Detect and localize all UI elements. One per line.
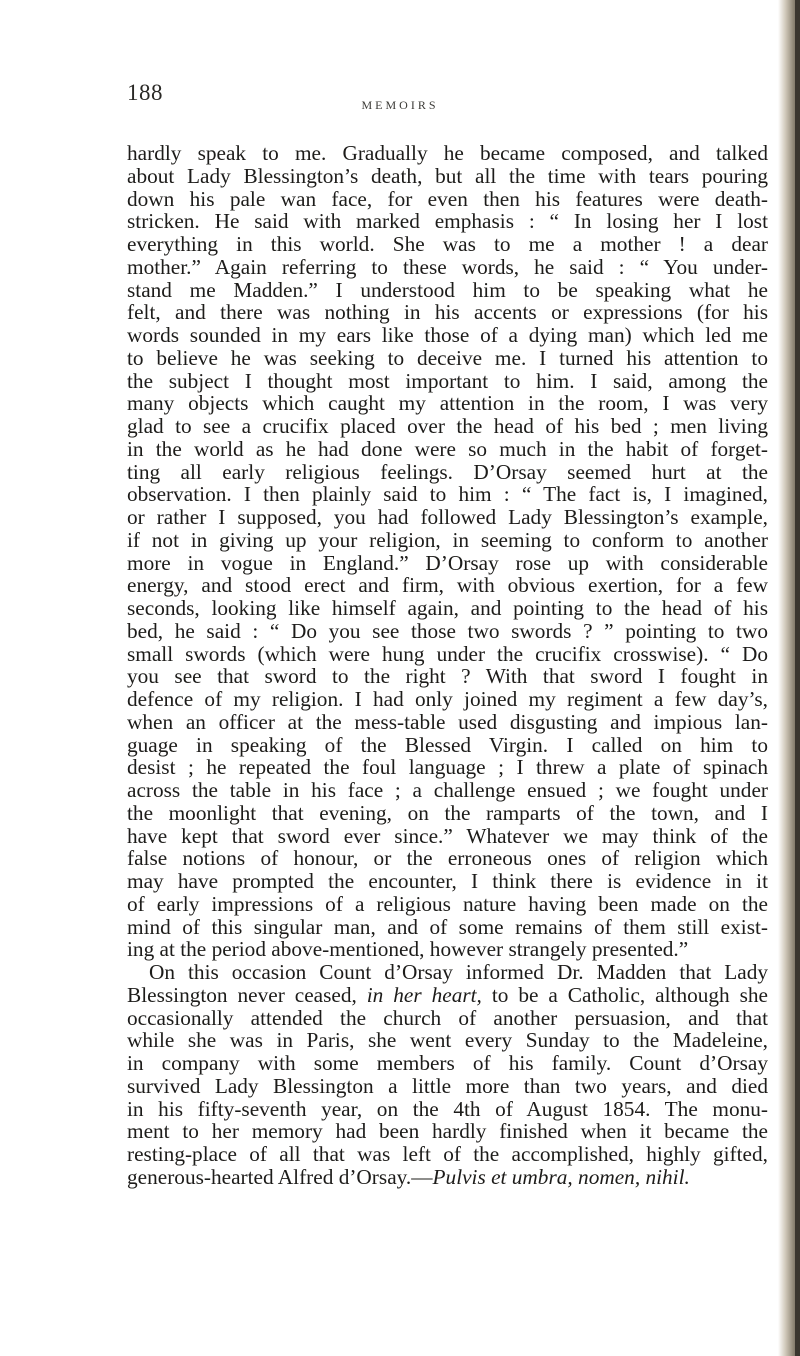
text-line: while she was in Paris, she went every Sunday to the Madeleine, [127,1028,768,1053]
text-line: across the table in his face ; a challenge ensued ; we fought under [127,778,768,802]
text-line: of early impressions of a religious nature having been made on the [127,891,768,916]
text-line-with-italic [127,984,768,1007]
latin-motto: Pulvis et umbra, nomen, nihil. [432,1164,690,1189]
running-head: MEMOIRS [361,98,439,112]
text-line: may have prompted the encounter, I think there is evidence in it [127,869,768,893]
text-line: defence of my religion. I had only joined my regiment a few day’s, [127,687,768,711]
text-line: to believe he was seeking to deceive me. I turned his attention to [127,345,768,370]
text-line: small swords (which were hung under the crucifix crosswise). “ Do [127,641,768,666]
page-number: 188 [127,80,163,105]
paragraph-start-line: On this occasion Count d’Orsay informed Dr. Madden that Lady [149,960,768,984]
text-line: ting all early religious feelings. D’Orsay seemed hurt at the [127,459,768,484]
text-line: mind of this singular man, and of some remains of them still exist- [127,914,768,939]
book-spine-edge [795,0,800,1356]
text-line: glad to see a crucifix placed over the head of his bed ; men living [127,414,768,438]
text-run: to be a Catholic, although she [491,982,769,1007]
text-line: mother.” Again referring to these words, he said : “ You under- [127,254,768,279]
text-line: ing at the period above-mentioned, however strangely presented.” [127,937,689,962]
text-line: bed, he said : “ Do you see those two swords ? ” pointing to two [127,618,768,643]
text-line: many objects which caught my attention in the room, I was very [127,391,768,416]
text-line: the subject I thought most important to him. I said, among the [127,368,768,393]
text-line: everything in this world. She was to me a mother ! a dear [127,232,768,256]
text-line: you see that sword to the right ? With that sword I fought in [127,664,768,689]
text-line: in the world as he had done were so much in the habit of forget- [127,436,768,461]
text-line: when an officer at the mess-table used disgusting and impious lan- [127,709,768,734]
text-line: observation. I then plainly said to him : “ The fact is, I imagined, [127,482,768,507]
text-line: survived Lady Blessington a little more than two years, and died [127,1073,768,1098]
text-line: seconds, looking like himself again, and pointing to the head of his [127,596,768,620]
closing-line [127,1166,768,1189]
text-line: or rather I supposed, you had followed Lady Blessington’s example, [127,505,768,529]
text-line: the moonlight that evening, on the ramparts of the town, and I [127,800,768,825]
text-line: resting-place of all that was left of the accomplished, highly gifted, [127,1142,768,1166]
text-line: if not in giving up your religion, in seeming to conform to another [127,527,768,552]
text-line: words sounded in my ears like those of a dying man) which led me [127,323,768,347]
text-line: stricken. He said with marked emphasis : “ In losing her I lost [127,209,768,234]
text-line: occasionally attended the church of another persuasion, and that [127,1005,768,1030]
text-line: false notions of honour, or the erroneous ones of religion which [127,846,768,871]
text-run: generous-hearted Alfred d’Orsay.— [127,1164,433,1189]
text-line: stand me Madden.” I understood him to be speaking what he [127,277,768,302]
text-line: desist ; he repeated the foul language ; I threw a plate of spinach [127,755,768,780]
body-text [127,142,768,1189]
text-line: down his pale wan face, for even then his features were death- [127,186,768,211]
text-line: ment to her memory had been hardly finished when it became the [127,1119,768,1144]
text-run: Blessington never ceased, [127,982,357,1007]
text-line: in company with some members of his family. Count d’Orsay [127,1051,768,1075]
text-line: in his fifty-seventh year, on the 4th of August 1854. The monu- [127,1096,768,1121]
text-line: more in vogue in England.” D’Orsay rose up with considerable [127,550,768,575]
italic-phrase: in her heart, [366,982,482,1007]
text-line: guage in speaking of the Blessed Virgin. I called on him to [127,732,768,757]
text-line: hardly speak to me. Gradually he became composed, and talked [127,141,768,165]
text-line: energy, and stood erect and firm, with obvious exertion, for a few [127,573,768,598]
text-line: felt, and there was nothing in his accents or expressions (for his [127,300,768,325]
text-line: about Lady Blessington’s death, but all the time with tears pouring [127,163,768,188]
text-line: have kept that sword ever since.” Whatever we may think of the [127,823,768,848]
